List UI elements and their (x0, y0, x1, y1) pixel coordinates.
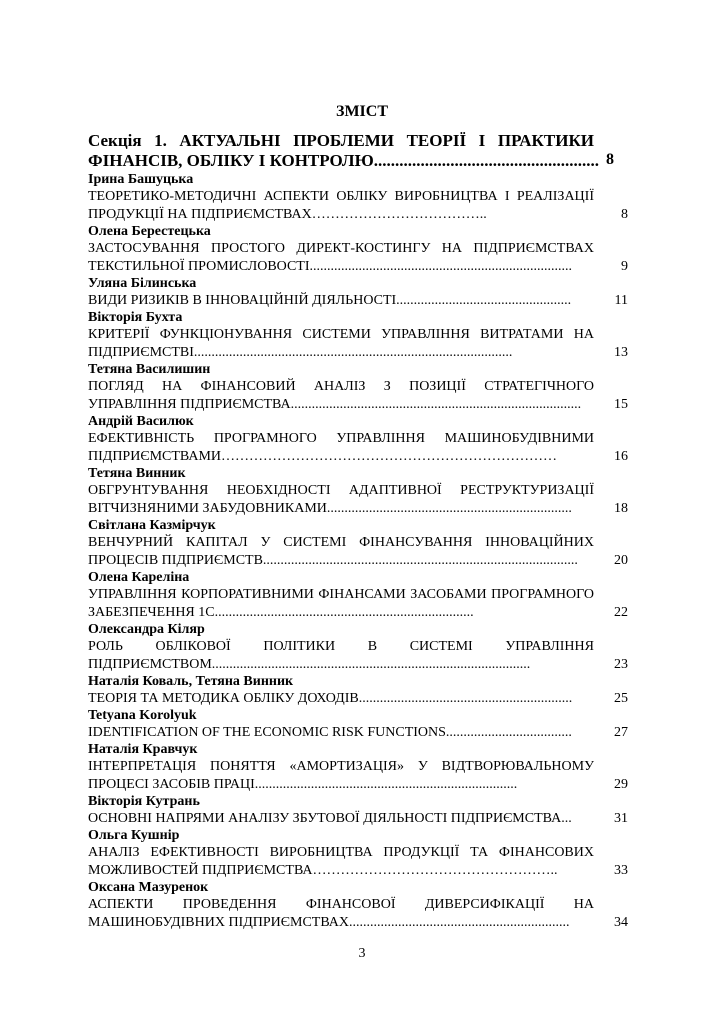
toc-entry (88, 362, 628, 414)
toc-entry (88, 570, 628, 622)
section-heading-line2: ФІНАНСІВ, ОБЛІКУ І КОНТРОЛЮ..................................................... (88, 151, 599, 170)
entry-page-number: 18 (614, 501, 628, 516)
entry-title: ТЕОРЕТИКО-МЕТОДИЧНІ АСПЕКТИ ОБЛІКУ ВИРОБНИЦТВА І РЕАЛІЗАЦІЇ ПРОДУКЦІЇ НА ПІДПРИЄМСТВАХ……………………………….. (88, 189, 594, 222)
entry-author: Ірина Башуцька (88, 172, 194, 187)
entry-author: Олена Кареліна (88, 570, 190, 585)
entry-author: Тетяна Василишин (88, 362, 211, 377)
toc-entry (88, 310, 628, 362)
entry-author: Вікторія Бухта (88, 310, 183, 325)
entry-title: ПОГЛЯД НА ФІНАНСОВИЙ АНАЛІЗ З ПОЗИЦІЇ СТРАТЕГІЧНОГО УПРАВЛІННЯ ПІДПРИЄМСТВА................................................................................... (88, 379, 594, 412)
toc-entry (88, 224, 628, 276)
entry-author: Tetyana Korolyuk (88, 708, 197, 723)
entry-title: АСПЕКТИ ПРОВЕДЕННЯ ФІНАНСОВОЇ ДИВЕРСИФІКАЦІЇ НА МАШИНОБУДІВНИХ ПІДПРИЄМСТВАХ............................................................... (88, 897, 594, 930)
toc-entry (88, 622, 628, 674)
entry-title: ЕФЕКТИВНІСТЬ ПРОГРАМНОГО УПРАВЛІННЯ МАШИНОБУДІВНИМИ ПІДПРИЄМСТВАМИ……………………………………………………………… (88, 431, 594, 464)
section-heading-line1: Секція 1. АКТУАЛЬНІ ПРОБЛЕМИ ТЕОРІЇ І ПРАКТИКИ (88, 131, 594, 150)
toc-entry (88, 414, 628, 466)
entry-page-number: 8 (621, 207, 628, 222)
entry-page-number: 13 (614, 345, 628, 360)
entry-author: Олександра Кіляр (88, 622, 205, 637)
page-number: 3 (358, 946, 366, 961)
toc-entry (88, 674, 628, 708)
entry-page-number: 34 (614, 915, 628, 930)
entry-title: ВИДИ РИЗИКІВ В ІННОВАЦІЙНІЙ ДІЯЛЬНОСТІ.................................................. (88, 293, 572, 308)
entry-author: Світлана Казмірчук (88, 518, 216, 533)
entry-page-number: 33 (614, 863, 628, 878)
toc-entry (88, 172, 628, 224)
entry-page-number: 29 (614, 777, 628, 792)
entry-title: ЗАСТОСУВАННЯ ПРОСТОГО ДИРЕКТ-КОСТИНГУ НА ПІДПРИЄМСТВАХ ТЕКСТИЛЬНОЇ ПРОМИСЛОВОСТІ........................................................................... (88, 241, 594, 274)
entry-author: Наталія Кравчук (88, 742, 198, 757)
entry-title: КРИТЕРІЇ ФУНКЦІОНУВАННЯ СИСТЕМИ УПРАВЛІННЯ ВИТРАТАМИ НА ПІДПРИЄМСТВІ........................................................................................... (88, 327, 594, 360)
entry-title: УПРАВЛІННЯ КОРПОРАТИВНИМИ ФІНАНСАМИ ЗАСОБАМИ ПРОГРАМНОГО ЗАБЕЗПЕЧЕННЯ 1С.......................................................................... (88, 587, 594, 620)
entry-page-number: 11 (614, 293, 628, 308)
toc-entry (88, 794, 628, 828)
entry-title: ОСНОВНІ НАПРЯМИ АНАЛІЗУ ЗБУТОВОЇ ДІЯЛЬНОСТІ ПІДПРИЄМСТВА... (88, 811, 572, 826)
entry-page-number: 20 (614, 553, 628, 568)
entry-author: Тетяна Винник (88, 466, 186, 481)
toc-entry (88, 466, 628, 518)
toc-entry (88, 276, 628, 310)
entry-page-number: 9 (621, 259, 628, 274)
entry-page-number: 27 (614, 725, 628, 740)
entry-title: РОЛЬ ОБЛІКОВОЇ ПОЛІТИКИ В СИСТЕМІ УПРАВЛІННЯ ПІДПРИЄМСТВОМ........................................................................................... (88, 639, 594, 672)
entry-title: ТЕОРІЯ ТА МЕТОДИКА ОБЛІКУ ДОХОДІВ............................................................. (88, 691, 573, 706)
toc-entry (88, 518, 628, 570)
entry-author: Оксана Мазуренок (88, 880, 209, 895)
page-title: ЗМІСТ (336, 103, 388, 120)
entry-title: IDENTIFICATION OF THE ECONOMIC RISK FUNCTIONS.................................... (88, 725, 572, 740)
entry-author: Уляна Білинська (88, 276, 197, 291)
section-page-number: 8 (606, 151, 614, 168)
entry-author: Андрій Василюк (88, 414, 194, 429)
toc-entry (88, 828, 628, 880)
entry-page-number: 22 (614, 605, 628, 620)
entry-page-number: 23 (614, 657, 628, 672)
toc-entry (88, 880, 628, 932)
entry-title: ІНТЕРПРЕТАЦІЯ ПОНЯТТЯ «АМОРТИЗАЦІЯ» У ВІДТВОРЮВАЛЬНОМУ ПРОЦЕСІ ЗАСОБІВ ПРАЦІ........................................................................... (88, 759, 594, 792)
entry-page-number: 15 (614, 397, 628, 412)
entry-page-number: 25 (614, 691, 628, 706)
entry-author: Ольга Кушнір (88, 828, 180, 843)
entry-title: ОБГРУНТУВАННЯ НЕОБХІДНОСТІ АДАПТИВНОЇ РЕСТРУКТУРИЗАЦІЇ ВІТЧИЗНЯНИМИ ЗАБУДОВНИКАМИ...................................................................... (88, 483, 594, 516)
entry-author: Вікторія Кутрань (88, 794, 200, 809)
toc-entry (88, 708, 628, 742)
entry-page-number: 16 (614, 449, 628, 464)
entry-author: Наталія Коваль, Тетяна Винник (88, 674, 294, 689)
entry-title: АНАЛІЗ ЕФЕКТИВНОСТІ ВИРОБНИЦТВА ПРОДУКЦІЇ ТА ФІНАНСОВИХ МОЖЛИВОСТЕЙ ПІДПРИЄМСТВА…………………………………………….. (88, 845, 594, 878)
entry-title: ВЕНЧУРНИЙ КАПІТАЛ У СИСТЕМІ ФІНАНСУВАННЯ ІННОВАЦІЙНИХ ПРОЦЕСІВ ПІДПРИЄМСТВ.......................................................................................... (88, 535, 594, 568)
table-of-contents (88, 172, 628, 932)
toc-entry (88, 742, 628, 794)
entry-author: Олена Берестецька (88, 224, 211, 239)
entry-page-number: 31 (614, 811, 628, 826)
